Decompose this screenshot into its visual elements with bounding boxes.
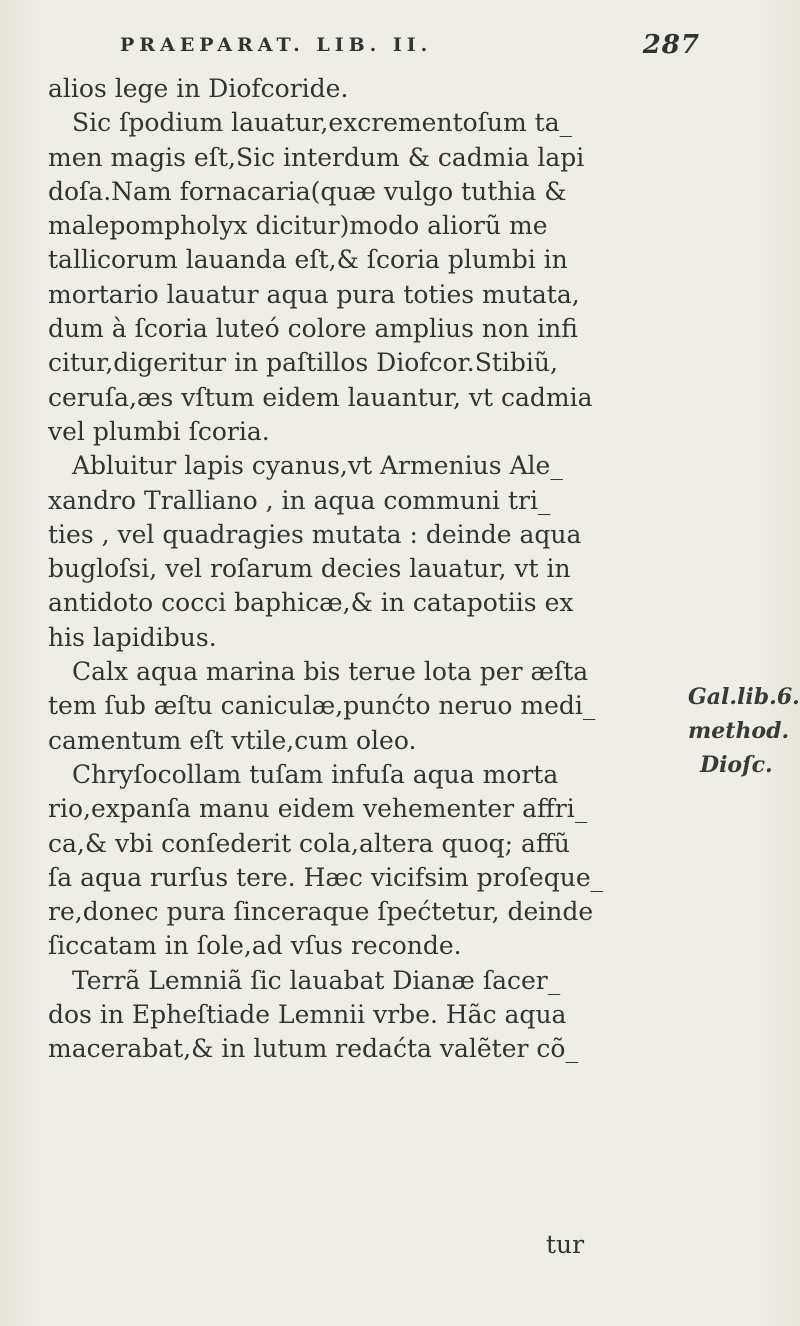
text-line: ca,& vbi conſederit cola,altera quoq; affũ xyxy=(48,828,570,858)
text-line: dum à ſcoria luteó colore amplius non infi xyxy=(48,314,578,344)
margin-notes xyxy=(688,680,800,782)
text-line: Sic ſpodium lauatur,excrementoſum ta_ xyxy=(72,108,573,138)
margin-note: Dioſc. xyxy=(700,752,773,778)
text-line: ſa aqua rurſus tere. Hæc vicifsim proſeque_ xyxy=(48,862,604,892)
text-line: malepompholyx dicitur)modo aliorũ me xyxy=(48,211,548,241)
text-line: antidoto cocci baphicæ,& in catapotiis ex xyxy=(48,588,574,618)
margin-note: method. xyxy=(688,718,790,744)
margin-note: Gal.lib.6. xyxy=(688,684,800,710)
text-line: vel plumbi ſcoria. xyxy=(48,416,270,446)
text-line: macerabat,& in lutum redaćta valẽter cõ_ xyxy=(48,1034,578,1064)
text-line: Terrã Lemniã ſic lauabat Dianæ ſacer_ xyxy=(72,965,561,995)
text-line: rio,expanſa manu eidem vehementer affri_ xyxy=(48,794,588,824)
text-line: ceruſa,æs vſtum eidem lauantur, vt cadmia xyxy=(48,382,593,412)
text-line: men magis eſt,Sic interdum & cadmia lapi xyxy=(48,142,585,172)
text-line: doſa.Nam fornacaria(quæ vulgo tuthia & xyxy=(48,176,567,206)
text-line: ſiccatam in ſole,ad vſus reconde. xyxy=(48,931,462,961)
text-line: xandro Tralliano , in aqua communi tri_ xyxy=(48,485,551,515)
text-line: dos in Epheſtiade Lemnii vrbe. Hãc aqua xyxy=(48,1000,567,1030)
text-line: citur,digeritur in paſtillos Diofcor.Stibiũ, xyxy=(48,348,558,378)
text-line: mortario lauatur aqua pura toties mutata, xyxy=(48,279,580,309)
body-text xyxy=(48,72,648,1067)
running-title: PRAEPARAT. LIB. II. xyxy=(120,34,433,56)
text-line: tallicorum lauanda eſt,& ſcoria plumbi in xyxy=(48,245,568,275)
text-line: bugloſsi, vel roſarum decies lauatur, vt in xyxy=(48,554,571,584)
catchword: tur xyxy=(546,1230,585,1259)
page-number: 287 xyxy=(642,30,700,60)
text-line: alios lege in Diofcoride. xyxy=(48,74,349,103)
text-line: Chryſocollam tuſam infuſa aqua morta xyxy=(72,759,559,789)
text-line: Abluitur lapis cyanus,vt Armenius Ale_ xyxy=(72,451,563,481)
text-line: tem ſub æſtu caniculæ,punćto neruo medi_ xyxy=(48,691,596,721)
text-line: camentum eſt vtile,cum oleo. xyxy=(48,725,417,755)
page-header xyxy=(120,30,700,70)
text-line: re,donec pura ſinceraque ſpećtetur, deinde xyxy=(48,897,594,927)
text-line: Calx aqua marina bis terue lota per æſta xyxy=(72,657,589,687)
text-line: his lapidibus. xyxy=(48,622,217,652)
text-line: ties , vel quadragies mutata : deinde aqua xyxy=(48,519,582,549)
